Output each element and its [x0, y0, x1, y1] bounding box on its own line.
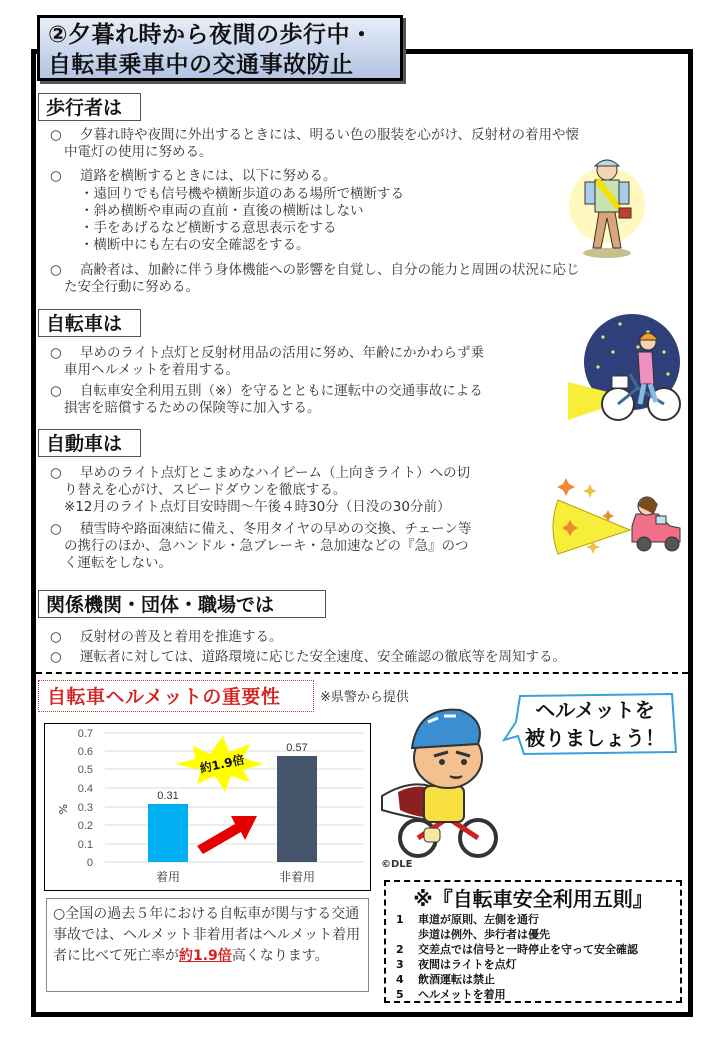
sub-item: ・手をあげるなど横断する意思表示をする	[80, 220, 337, 236]
y-tick: 0.6	[77, 746, 93, 758]
bullet-circle: ○	[50, 168, 62, 184]
item-text-cont: 損害を賠償するための保険等に加入する。	[64, 400, 321, 416]
item-text-cont: の携行のほか、急ハンドル・急ブレーキ・急加速などの『急』のつ	[64, 538, 469, 554]
rule-number: 5	[396, 988, 404, 1001]
rule-text: 交差点では信号と一時停止を守って安全確認	[418, 943, 638, 956]
title-line-2: 自転車乗車中の交通事故防止	[48, 52, 354, 78]
bullet-circle: ○	[50, 345, 62, 361]
bubble-line: ヘルメットを	[535, 698, 655, 722]
item-text: 夕暮れ時や夜間に外出するときには、明るい色の服装を心がけ、反射材の着用や懐	[80, 127, 579, 143]
section-heading-pedestrian: 歩行者は	[38, 93, 141, 121]
rule-item	[392, 987, 674, 1002]
section-divider	[36, 672, 688, 674]
item-text-cont: た安全行動に努める。	[64, 279, 199, 295]
item-text: 早めのライト点灯と反射材用品の活用に努め、年齢にかかわらず乗	[80, 345, 485, 361]
sub-item: ・斜め横断や車両の直前・直後の横断はしない	[80, 203, 364, 219]
bullet-circle: ○	[50, 465, 62, 481]
list-item	[50, 649, 690, 666]
y-tick: 0.3	[77, 802, 93, 814]
rule-number: 3	[396, 958, 404, 971]
list-item	[50, 629, 680, 646]
bar-chart	[45, 724, 370, 890]
list-item	[50, 262, 680, 296]
rule-number: 4	[396, 973, 404, 986]
bullet-circle: ○	[50, 262, 62, 278]
note-text: 高くなります。	[231, 948, 329, 964]
item-text: 積雪時や路面凍結に備え、冬用タイヤの早めの交換、チェーン等	[80, 521, 472, 537]
sub-list	[80, 186, 530, 254]
data-label: 0.31	[157, 790, 179, 802]
list-item	[50, 168, 550, 185]
title-line-1: ②夕暮れ時から夜間の歩行中・	[48, 22, 374, 48]
y-tick: 0.5	[77, 764, 93, 776]
y-tick: 0	[86, 857, 93, 869]
bullet-circle: ○	[50, 127, 62, 143]
item-text: 運転者に対しては、道路環境に応じた安全速度、安全確認の徹底等を周知する。	[80, 649, 566, 665]
section-heading-car: 自動車は	[38, 429, 141, 457]
night-cyclist-illustration	[568, 312, 686, 424]
y-tick: 0.1	[77, 839, 93, 851]
item-text: 道路を横断するときには、以下に努める。	[80, 168, 337, 184]
light-time-note: ※12月のライト点灯目安時間〜午後４時30分（日没の30分前）	[64, 499, 451, 515]
page-title	[37, 15, 403, 81]
item-text-cont: り替えを心がけ、スピードダウンを徹底する。	[64, 482, 347, 498]
helmet-fatality-chart	[44, 723, 371, 891]
bar-wearing	[148, 804, 188, 862]
sub-item: ・横断中にも左右の安全確認をする。	[80, 237, 310, 253]
ratio-callout: 約1.9倍	[198, 752, 246, 776]
car-high-beam-illustration	[548, 470, 688, 560]
rule-text: 車道が原則、左側を通行	[418, 913, 539, 926]
source-note: ※県警から提供	[320, 690, 409, 705]
item-text-cont: 車用ヘルメットを着用する。	[64, 362, 240, 378]
section-heading-organizations: 関係機関・団体・職場では	[38, 590, 326, 618]
bullet-circle: ○	[50, 629, 62, 645]
item-text: 反射材の普及と着用を推進する。	[80, 629, 283, 645]
rule-item	[392, 957, 674, 972]
rule-number	[392, 927, 418, 942]
rule-item	[392, 912, 674, 927]
rule-text: ヘルメットを着用	[418, 988, 506, 1001]
list-item	[50, 521, 570, 572]
speech-bubble-text	[520, 696, 670, 752]
y-tick: 0.4	[77, 783, 93, 795]
helmet-note	[46, 898, 369, 992]
sub-item: ・遠回りでも信号機や横断歩道のある場所で横断する	[80, 186, 404, 202]
elderly-pedestrian-illustration	[555, 150, 665, 260]
rule-item	[392, 927, 674, 942]
rule-item	[392, 972, 674, 987]
copyright-label: ©DLE	[381, 859, 413, 870]
helmet-importance-heading: 自転車ヘルメットの重要性	[38, 680, 314, 712]
rule-text: 夜間はライトを点灯	[418, 958, 517, 971]
bicycle-safety-rules-box	[384, 880, 682, 1003]
x-tick: 非着用	[278, 870, 316, 884]
bullet-circle: ○	[50, 383, 62, 399]
item-text: 早めのライト点灯とこまめなハイビーム（上向きライト）への切	[80, 465, 471, 481]
bullet-circle: ○	[50, 649, 62, 665]
bubble-line: 被りましょう！	[525, 726, 665, 750]
increase-arrow-icon	[197, 816, 257, 854]
y-tick: 0.7	[77, 728, 93, 740]
list-item	[50, 345, 570, 379]
item-text: 自転車安全利用五則（※）を守るとともに運転中の交通事故による	[80, 383, 483, 399]
list-item	[50, 383, 570, 417]
item-text-cont: 中電灯の使用に努める。	[64, 144, 213, 160]
x-tick: 着用	[155, 870, 181, 884]
y-axis-label: %	[56, 804, 69, 815]
note-highlight: 約1.9倍	[179, 948, 232, 964]
rule-text: 歩道は例外、歩行者は優先	[418, 928, 550, 941]
note-text: ○全国の過去５年における自転車が関与する交通事故では、ヘルメット非着用者はヘルメット着用者に比べて死亡率が	[53, 906, 361, 964]
rule-number: 1	[396, 913, 404, 926]
y-tick: 0.2	[77, 820, 93, 832]
rule-item	[392, 942, 674, 957]
bullet-circle: ○	[50, 521, 62, 537]
rule-number: 2	[396, 943, 404, 956]
rules-title: ※『自転車安全利用五則』	[413, 887, 653, 911]
item-text: 高齢者は、加齢に伴う身体機能への影響を自覚し、自分の能力と周囲の状況に応じ	[80, 262, 580, 278]
section-heading-bicycle: 自転車は	[38, 309, 141, 337]
bar-not-wearing	[277, 756, 317, 862]
list-item	[50, 465, 570, 516]
data-label: 0.57	[286, 742, 308, 754]
rule-text: 飲酒運転は禁止	[418, 973, 495, 986]
helmet-cyclist-character-illustration	[378, 700, 508, 860]
item-text-cont: く運転をしない。	[64, 555, 172, 571]
